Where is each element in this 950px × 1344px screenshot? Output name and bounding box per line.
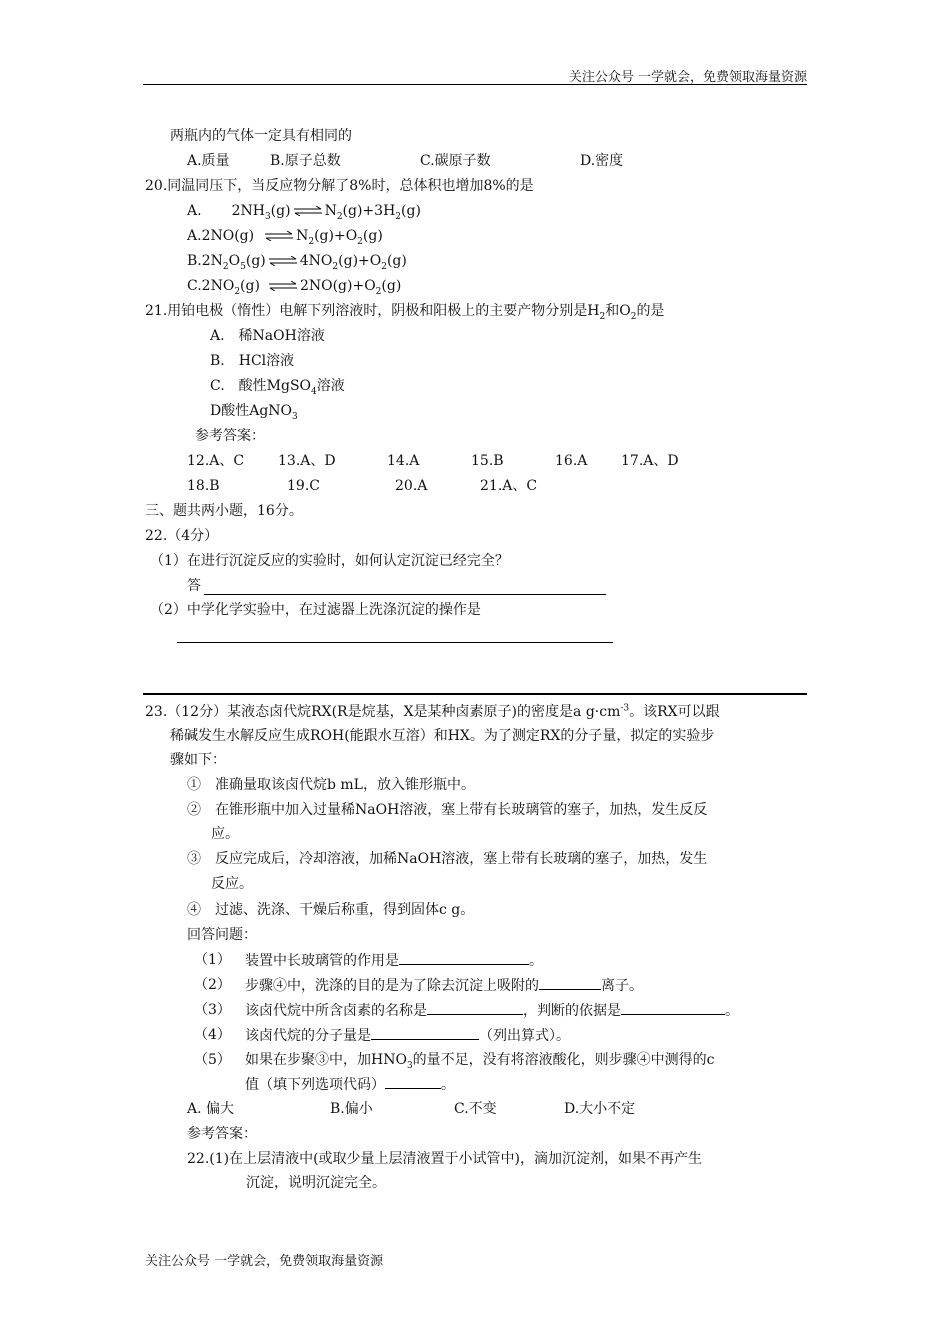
q23-step-4: ④ 过滤、洗涤、干燥后称重，得到固体c g。 (187, 902, 475, 918)
q23-sub-1-number: （1） (194, 952, 231, 968)
equilibrium-arrow-icon (268, 256, 298, 266)
page-footer: 关注公众号 一学就会，免费领取海量资源 (145, 1254, 384, 1269)
q19-stem: 两瓶内的气体一定具有相同的 (170, 128, 352, 144)
q21-stem (145, 301, 664, 321)
q19-option-d: D.密度 (580, 153, 624, 169)
section-divider (143, 693, 807, 695)
equilibrium-arrow-icon (268, 281, 298, 291)
answer-15: 15.B (471, 453, 504, 469)
answer-blank (371, 1025, 479, 1040)
q19-option-b: B.原子总数 (270, 153, 341, 169)
answer-blank (621, 1000, 725, 1015)
answer-19: 19.C (287, 478, 320, 494)
subscript: 2 (222, 261, 229, 272)
q23-sub-4-number: （4） (194, 1027, 231, 1043)
equation-lhs-mid: O (228, 253, 241, 269)
answer-18: 18.B (187, 478, 220, 494)
sub-question-end: 。 (441, 1077, 455, 1093)
q23-option-b: B.偏小 (330, 1101, 373, 1117)
answer-17: 17.A、D (621, 453, 679, 469)
sub-question-text: 步骤④中，洗涤的目的是为了除去沉淀上吸附的 (245, 978, 539, 994)
equation-lhs-end: (g) (270, 203, 291, 219)
q23-sub-5 (245, 1050, 715, 1070)
equation-rhs-mid: (g)+O (338, 253, 382, 269)
equation-lhs-end: (g) (240, 278, 260, 294)
sub-question-text: 该卤代烷的分子量是 (245, 1028, 371, 1044)
q21-option-d (210, 401, 298, 421)
q19-option-a: A.质量 (187, 153, 230, 169)
subscript: 3 (292, 411, 298, 422)
q23-text: 。该RX可以跟 (629, 704, 720, 720)
sub-question-text: 的量不足，没有将溶液酸化，则步骤④中测得的c (412, 1052, 715, 1068)
subscript: 2 (308, 236, 315, 247)
sub-question-mid: ，判断的依据是 (523, 1003, 621, 1019)
subscript: 2 (234, 286, 241, 297)
answer-22-line-1: 22.(1)在上层清液中(或取少量上层清液置于小试管中)，滴加沉淀剂，如果不再产生 (187, 1151, 703, 1167)
q23-step-2: ② 在锥形瓶中加入过量稀NaOH溶液，塞上带有长玻璃管的塞子，加热，发生反反 (187, 802, 708, 818)
q23-option-c: C.不变 (454, 1101, 497, 1117)
equation-rhs-end: (g) (381, 278, 402, 294)
q23-sub-2-number: （2） (194, 977, 231, 993)
subscript: 2 (395, 211, 402, 222)
subscript: 3 (264, 211, 271, 222)
subscript: 3 (406, 1060, 413, 1071)
equilibrium-arrow-icon (264, 231, 294, 241)
sub-question-text: 该卤代烷中所含卤素的名称是 (245, 1003, 427, 1019)
subscript: 2 (336, 211, 343, 222)
q23-sub-1 (245, 950, 543, 971)
sub-question-end: 。 (725, 1003, 739, 1019)
q22-part-2: （2）中学化学实验中，在过滤器上洗涤沉淀的操作是 (150, 602, 481, 618)
subscript: 2 (381, 261, 387, 272)
equation-lhs: 2NO(g) (201, 228, 255, 244)
q23-step-3-cont: 反应。 (211, 876, 253, 892)
equation-lhs-end: (g) (245, 253, 266, 269)
sub-question-end: （列出算式）。 (479, 1028, 570, 1044)
equation-rhs: N (324, 203, 337, 219)
q20-option-b (187, 251, 407, 271)
q22-stem: 22.（4分） (145, 528, 219, 544)
q23-sub-3-number: （3） (194, 1002, 231, 1018)
option-label: C. (187, 278, 202, 294)
header-rule (143, 84, 807, 85)
q23-sub-5-cont (245, 1074, 455, 1095)
q20-stem: 20.同温同压下，当反应物分解了8%时，总体积也增加8%的是 (145, 178, 534, 194)
subscript: 2 (630, 311, 637, 322)
q23-option-a: A. 偏大 (187, 1101, 235, 1117)
option-text: C. 酸性MgSO (210, 378, 312, 394)
answer-20: 20.A (395, 478, 428, 494)
q23-sub-3 (245, 1000, 739, 1021)
option-label: B. (187, 253, 202, 269)
equation-rhs-mid: (g)+O (314, 228, 358, 244)
q21-option-c (210, 376, 345, 396)
equation-lhs: 2NO (201, 278, 235, 294)
answer-14: 14.A (387, 453, 420, 469)
equation-rhs: N (296, 228, 309, 244)
page-header: 关注公众号 一学就会，免费领取海量资源 (568, 70, 807, 85)
answer-blank (399, 950, 529, 965)
sub-question-end: 。 (529, 953, 543, 969)
answer-22-line-2: 沉淀，说明沉淀完全。 (246, 1175, 386, 1191)
answer-blank (385, 1074, 441, 1089)
sub-question-end: 离子。 (601, 978, 643, 994)
q21-stem-part: 21.用铂电极（惰性）电解下列溶液时，阴极和阳极上的主要产物分别是H (145, 303, 600, 319)
q23-line-2: 稀碱发生水解反应生成ROH(能跟水互溶）和HX。为了测定RX的分子量，拟定的实验步 (170, 728, 715, 744)
answer-21: 21.A、C (480, 478, 538, 494)
q23-step-3: ③ 反应完成后，冷却溶液，加稀NaOH溶液，塞上带有长玻璃的塞子，加热，发生 (187, 851, 708, 867)
q22-part-1: （1）在进行沉淀反应的实验时，如何认定沉淀已经完全？ (150, 553, 509, 569)
option-text: D酸性AgNO (210, 403, 293, 419)
q23-option-d: D.大小不定 (564, 1101, 636, 1117)
q21-stem-part: 和O (605, 303, 631, 319)
q22-part-2-answer-line (177, 642, 613, 643)
option-text-end: 溶液 (316, 378, 345, 394)
equilibrium-arrow-icon (293, 206, 323, 216)
q21-option-b: B. HCl溶液 (210, 353, 295, 369)
q22-part-1-answer-line (204, 594, 606, 595)
subscript: 2 (599, 311, 606, 322)
answer-13: 13.A、D (278, 453, 336, 469)
q23-step-1: ① 准确量取该卤代烷b mL，放入锥形瓶中。 (187, 777, 475, 793)
sub-question-text: 值（填下列选项代码） (245, 1077, 385, 1093)
q23-line-1 (145, 702, 720, 722)
q19-option-c: C.碳原子数 (420, 153, 491, 169)
superscript: -3 (620, 703, 630, 714)
q23-step-2-cont: 应。 (211, 826, 239, 842)
answer-blank (539, 975, 601, 990)
q23-sub-2 (245, 975, 643, 996)
sub-question-text: 装置中长玻璃管的作用是 (245, 953, 399, 969)
q20-option-a1 (187, 201, 421, 221)
equation-rhs-mid: (g)+3H (342, 203, 396, 219)
subscript: 2 (375, 286, 382, 297)
q20-option-a2 (187, 226, 383, 246)
q21-option-a: A. 稀NaOH溶液 (210, 328, 325, 344)
q20-option-c (187, 276, 401, 296)
q23-text: 23.（12分）某液态卤代烷RX(R是烷基，X是某种卤素原子)的密度是a g·cm (145, 704, 621, 720)
answer-16: 16.A (555, 453, 588, 469)
equation-rhs: 2NO(g)+O (299, 278, 376, 294)
q22-part-1-answer-label: 答 (187, 578, 201, 594)
subscript: 4 (311, 386, 317, 397)
answers-title: 参考答案： (195, 428, 265, 444)
section-3-heading: 三、题共两小题，16分。 (145, 503, 303, 519)
answer-12: 12.A、C (187, 453, 245, 469)
option-label: A. (187, 228, 202, 244)
subscript: 5 (240, 261, 246, 272)
q23-sub-4 (245, 1025, 570, 1046)
q23-line-3: 骤如下： (170, 752, 226, 768)
equation-rhs: 4NO (299, 253, 333, 269)
q23-sub-5-number: （5） (194, 1052, 231, 1068)
option-label: A. (187, 203, 202, 219)
equation-rhs-end: (g) (362, 228, 383, 244)
answer-blank (427, 1000, 523, 1015)
answers-title-2: 参考答案： (187, 1126, 257, 1142)
equation-lhs: 2NH (231, 203, 265, 219)
equation-rhs-end: (g) (386, 253, 407, 269)
subscript: 2 (357, 236, 363, 247)
equation-lhs: 2N (201, 253, 223, 269)
equation-rhs-end: (g) (401, 203, 421, 219)
subscript: 2 (332, 261, 339, 272)
q21-stem-part: 的是 (636, 303, 665, 319)
sub-question-text: 如果在步聚③中，加HNO (245, 1052, 407, 1068)
q23-answer-prompt: 回答问题： (187, 927, 257, 943)
